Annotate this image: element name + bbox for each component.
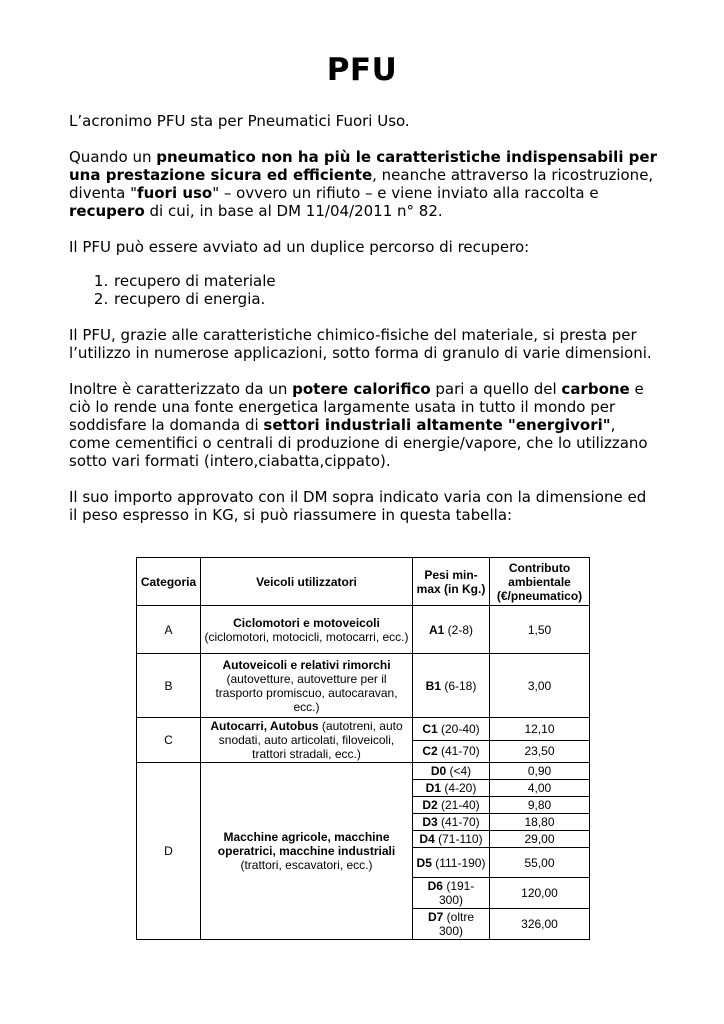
weight-code: D4 [419,832,435,846]
weight-range: (<4) [446,764,472,778]
applications-paragraph: Il PFU, grazie alle caratteristiche chimico-fisiche del materiale, si presta per l’utilizzo in numerose applicazioni, sotto forma di granulo di varie dimensioni. [69,326,652,362]
weight-range: (41-70) [437,744,480,759]
contribution-cell: 18,80 [490,814,590,831]
bold-run: recupero [69,202,145,220]
vehicles-cell [201,718,413,763]
contribution-cell: 1,50 [490,606,590,654]
weight-range: (6-18) [441,678,477,693]
table-row [137,718,590,741]
weight-cell [413,718,490,741]
weight-cell [413,740,490,763]
contribution-cell: 9,80 [490,797,590,814]
vehicle-type: Macchine agricole, macchine operatrici, macchine industriali [217,830,396,858]
intro-paragraph: L’acronimo PFU sta per Pneumatici Fuori Uso. [69,112,410,130]
text-run: di cui, in base al DM 11/04/2011 n° 82. [144,202,443,220]
category-cell: C [137,718,201,763]
weight-code: C1 [422,721,438,736]
contribution-cell: 120,00 [490,878,590,909]
header-contribution: Contributo ambientale (€/pneumatico) [490,558,590,606]
recovery-paragraph: Il PFU può essere avviato ad un duplice percorso di recupero: [69,238,530,256]
page-title: PFU [326,52,398,88]
vehicle-type: Ciclomotori e motoveicoli [233,615,380,630]
weight-cell [413,797,490,814]
weight-range: (21-40) [437,798,480,812]
contribution-cell: 3,00 [490,654,590,718]
table-row [137,606,590,654]
weight-cell [413,909,490,940]
definition-paragraph [69,148,659,220]
contribution-cell: 4,00 [490,780,590,797]
weight-cell [413,606,490,654]
list-item: 1. recupero di materiale [113,272,659,290]
text-run: e ciò lo rende una fonte energetica largamente usata in tutto il mondo per soddisfare la domanda di [69,380,644,434]
contribution-table [136,557,590,940]
text-run: Inoltre è caratterizzato da un [69,380,293,398]
weight-code: D3 [422,815,438,829]
weight-range: (111-190) [431,855,486,870]
weight-cell [413,763,490,780]
bold-run: potere calorifico [292,380,431,398]
bold-run: pneumatico non ha più le caratteristiche indispensabili per una prestazione sicura ed efficiente [69,148,657,184]
weight-range: (41-70) [437,815,480,829]
contribution-cell: 12,10 [490,718,590,741]
text-run: " – ovvero un rifiuto – e viene inviato alla raccolta e [212,184,599,202]
weight-cell [413,831,490,848]
bold-run: settori industriali altamente "energivori" [263,416,611,434]
weight-cell [413,654,490,718]
category-cell: D [137,763,201,940]
weight-code: C2 [422,744,438,759]
weight-cell [413,780,490,797]
vehicle-examples: (ciclomotori, motocicli, motocarri, ecc.) [204,629,409,644]
table-body [137,606,590,940]
vehicles-cell [201,654,413,718]
table-row [137,763,590,780]
header-category: Categoria [137,558,201,606]
amount-paragraph: Il suo importo approvato con il DM sopra indicato varia con la dimensione ed il peso espresso in KG, si può riassumere in questa tabella: [69,488,647,524]
document-body [69,112,659,524]
header-vehicles: Veicoli utilizzatori [201,558,413,606]
bold-run: carbone [561,380,630,398]
contribution-cell: 23,50 [490,740,590,763]
contribution-cell: 29,00 [490,831,590,848]
bold-run: fuori uso [137,184,213,202]
weight-cell [413,814,490,831]
weight-code: D5 [416,855,432,870]
table-header-row [137,558,590,606]
weight-cell [413,878,490,909]
contribution-cell: 326,00 [490,909,590,940]
vehicle-type: Autoveicoli e relativi rimorchi [222,657,391,672]
weight-code: D6 [427,879,443,893]
vehicle-examples: (autovetture, autovetture per il trasporto promiscuo, autocaravan, ecc.) [215,671,398,714]
vehicle-examples: (autotreni, auto snodati, auto articolati, filoveicoli, trattori stradali, ecc.) [218,719,403,761]
weight-code: A1 [428,622,445,637]
table-row [137,654,590,718]
weight-code: B1 [425,678,441,693]
weight-code: D1 [425,781,441,795]
text-run: pari a quello del [430,380,562,398]
recovery-list [69,272,659,308]
vehicles-cell [201,606,413,654]
text-run: Quando un [69,148,157,166]
weight-range: (4-20) [441,781,477,795]
weight-range: (20-40) [437,721,480,736]
vehicle-type: Autocarri, Autobus [210,719,319,733]
vehicle-examples: (trattori, escavatori, ecc.) [240,858,373,872]
contribution-cell: 0,90 [490,763,590,780]
category-cell: B [137,654,201,718]
text-run: , come cementifici o centrali di produzione di energie/vapore, che lo utilizzano sotto vari formati (intero,ciabatta,cippato). [69,416,648,470]
weight-range: (71-110) [434,832,483,846]
header-weights: Pesi min-max (in Kg.) [413,558,490,606]
weight-range: (191-300) [438,879,475,907]
calorific-paragraph [69,380,659,470]
weight-range: (oltre 300) [438,910,475,938]
category-cell: A [137,606,201,654]
contribution-cell: 55,00 [490,848,590,878]
weight-code: D2 [422,798,438,812]
weight-range: (2-8) [444,622,473,637]
weight-cell [413,848,490,878]
text-run: , neanche attraverso la ricostruzione, diventa " [69,166,654,202]
list-item: 2. recupero di energia. [113,290,659,308]
vehicles-cell [201,763,413,940]
weight-code: D7 [427,910,444,924]
weight-code: D0 [430,764,447,778]
